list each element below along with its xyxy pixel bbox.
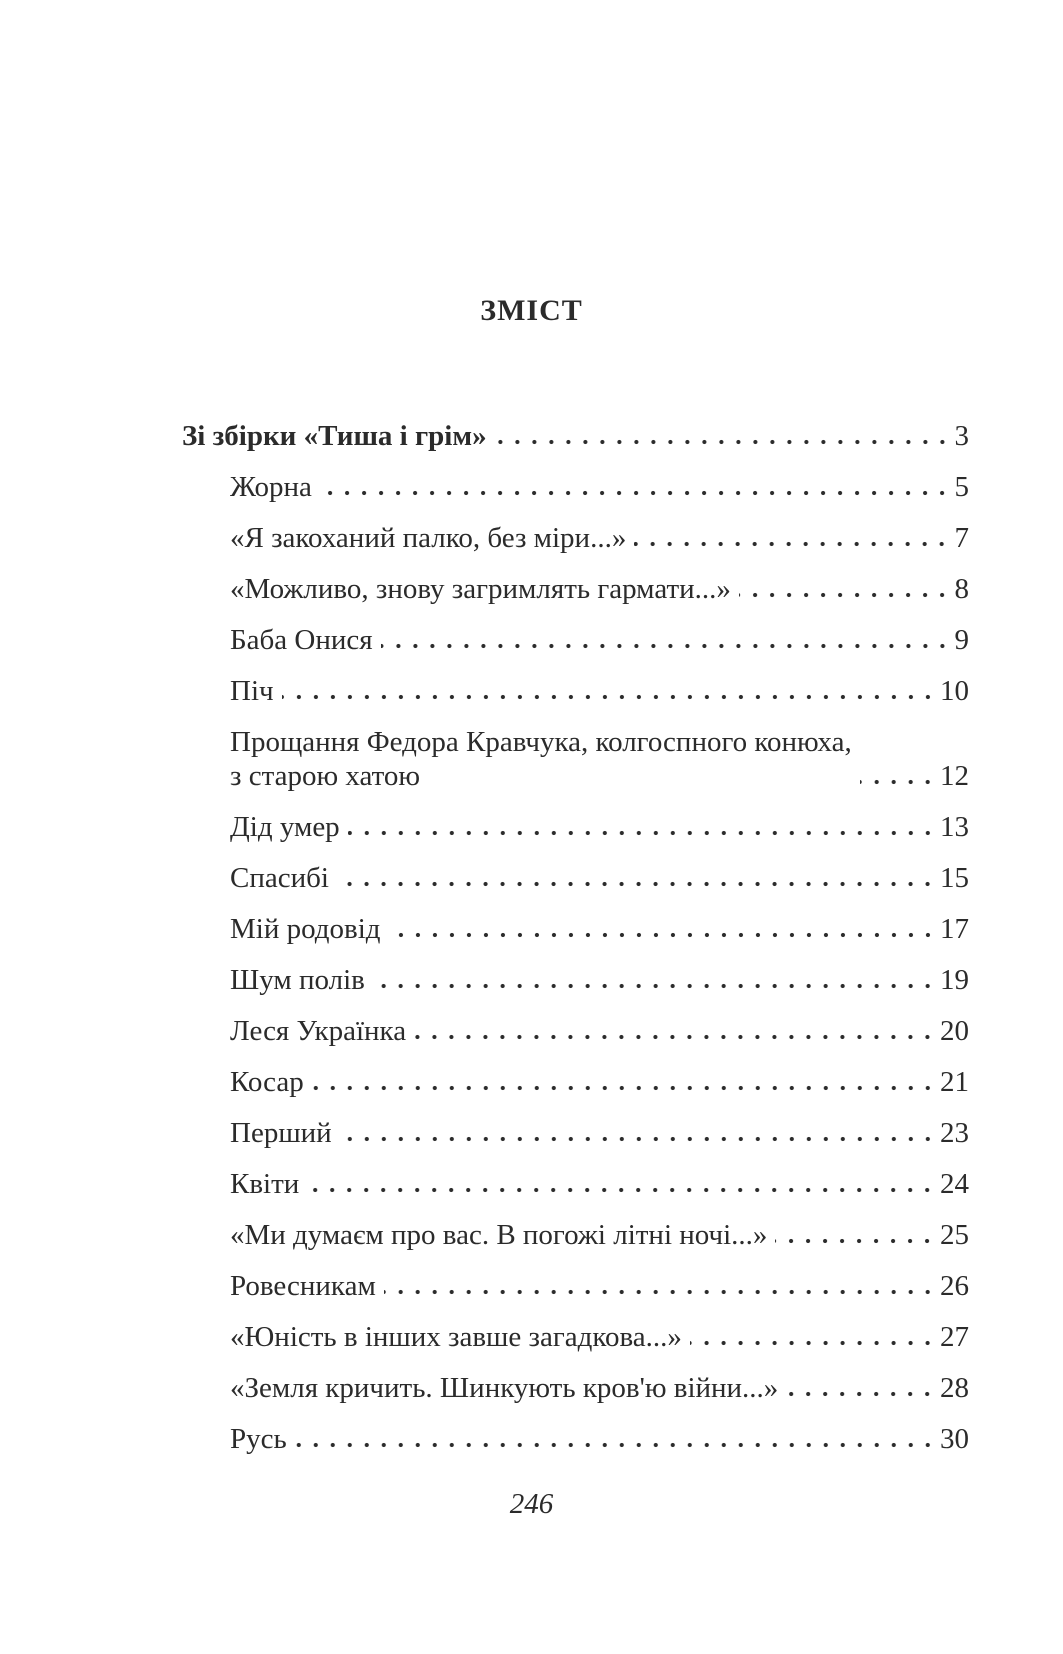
toc-entry-title: Спасибі (230, 862, 329, 894)
dot-leader (295, 1442, 936, 1448)
toc-entry-title: Косар (230, 1066, 304, 1098)
toc-entry-page: 25 (940, 1219, 969, 1251)
toc-entry-title: Дід умер (230, 811, 340, 843)
toc-entry (182, 674, 969, 708)
toc-entry-title: Леся Українка (230, 1015, 407, 1047)
toc-entry-page: 23 (940, 1117, 969, 1149)
toc-entry-title: «Я закоханий палко, без міри...» (230, 522, 627, 554)
toc-entry-title: «Юність в інших завше загадкова...» (230, 1321, 682, 1353)
toc-entry-title: Ровесникам (230, 1270, 376, 1302)
toc-entry (182, 1116, 969, 1150)
dot-leader (860, 779, 936, 785)
page-number: 246 (509, 1488, 554, 1520)
dot-leader (337, 881, 936, 887)
toc-entry (182, 1014, 969, 1048)
toc-entry (182, 725, 969, 793)
dot-leader (312, 1085, 936, 1091)
toc-entry (182, 810, 969, 844)
toc-entry (182, 1065, 969, 1099)
toc-entry (182, 1269, 969, 1303)
dot-leader (282, 694, 936, 700)
toc-entry-page: 15 (940, 862, 969, 894)
toc-entry-title-line: Прощання Федора Кравчука, колгоспного конюха, (230, 726, 852, 758)
toc-entry-page: 12 (940, 760, 969, 792)
dot-leader (320, 490, 951, 496)
toc-section-page: 3 (954, 420, 969, 452)
toc-entry-page: 30 (940, 1423, 969, 1455)
toc-entry-page: 19 (940, 964, 969, 996)
toc-entry-title: Баба Онися (230, 624, 373, 656)
toc-entry-page: 8 (954, 573, 969, 605)
dot-leader (373, 983, 936, 989)
toc-entry (182, 963, 969, 997)
toc-entry-page: 17 (940, 913, 969, 945)
dot-leader (340, 1136, 936, 1142)
toc-entry-page: 20 (940, 1015, 969, 1047)
toc-entry (182, 861, 969, 895)
dot-leader (307, 1187, 936, 1193)
toc-entry (182, 623, 969, 657)
toc-entry-page: 10 (940, 675, 969, 707)
dot-leader (348, 830, 936, 836)
dot-leader (414, 1034, 936, 1040)
toc-entry (182, 1320, 969, 1354)
toc-entry (182, 1371, 969, 1405)
dot-leader (381, 643, 951, 649)
toc-entry-title: Русь (230, 1423, 287, 1455)
dot-leader (739, 592, 951, 598)
toc-entry-title: Шум полів (230, 964, 365, 996)
toc-entry-title (230, 725, 852, 793)
toc-entry-page: 21 (940, 1066, 969, 1098)
dot-leader (786, 1391, 936, 1397)
toc-entry-page: 26 (940, 1270, 969, 1302)
toc-entry-page: 24 (940, 1168, 969, 1200)
toc-entry-title: Перший (230, 1117, 332, 1149)
toc-entry-title: «Земля кричить. Шинкують кров'ю війни...» (230, 1372, 779, 1404)
toc-entry-title: «Можливо, знову загримлять гармати...» (230, 573, 731, 605)
dot-leader (495, 439, 951, 445)
toc-section-heading (182, 419, 969, 453)
toc-entry (182, 912, 969, 946)
toc-entry-page: 28 (940, 1372, 969, 1404)
dot-leader (775, 1238, 936, 1244)
dot-leader (384, 1289, 936, 1295)
dot-leader (389, 932, 936, 938)
toc-entry-title: Квіти (230, 1168, 300, 1200)
toc-entry-page: 7 (954, 522, 969, 554)
toc-entry-page: 27 (940, 1321, 969, 1353)
toc-entry-page: 9 (954, 624, 969, 656)
toc-entry-title: Мій родовід (230, 913, 381, 945)
table-of-contents (182, 419, 969, 1473)
page-title: ЗМІСТ (480, 294, 583, 327)
toc-entry-page: 13 (940, 811, 969, 843)
toc-entry-title-line: з старою хатою (230, 760, 421, 792)
toc-entry (182, 1422, 969, 1456)
toc-entry (182, 521, 969, 555)
toc-entry (182, 470, 969, 504)
toc-entry-title: Жорна (230, 471, 312, 503)
toc-entry (182, 1167, 969, 1201)
toc-entry (182, 572, 969, 606)
toc-entry (182, 1218, 969, 1252)
toc-entry-title: «Ми думаєм про вас. В погожі літні ночі...» (230, 1219, 768, 1251)
toc-entry-page: 5 (954, 471, 969, 503)
toc-entry-title: Піч (230, 675, 274, 707)
toc-section-title: Зі збірки «Тиша і грім» (182, 420, 487, 452)
dot-leader (690, 1340, 936, 1346)
dot-leader (634, 541, 950, 547)
